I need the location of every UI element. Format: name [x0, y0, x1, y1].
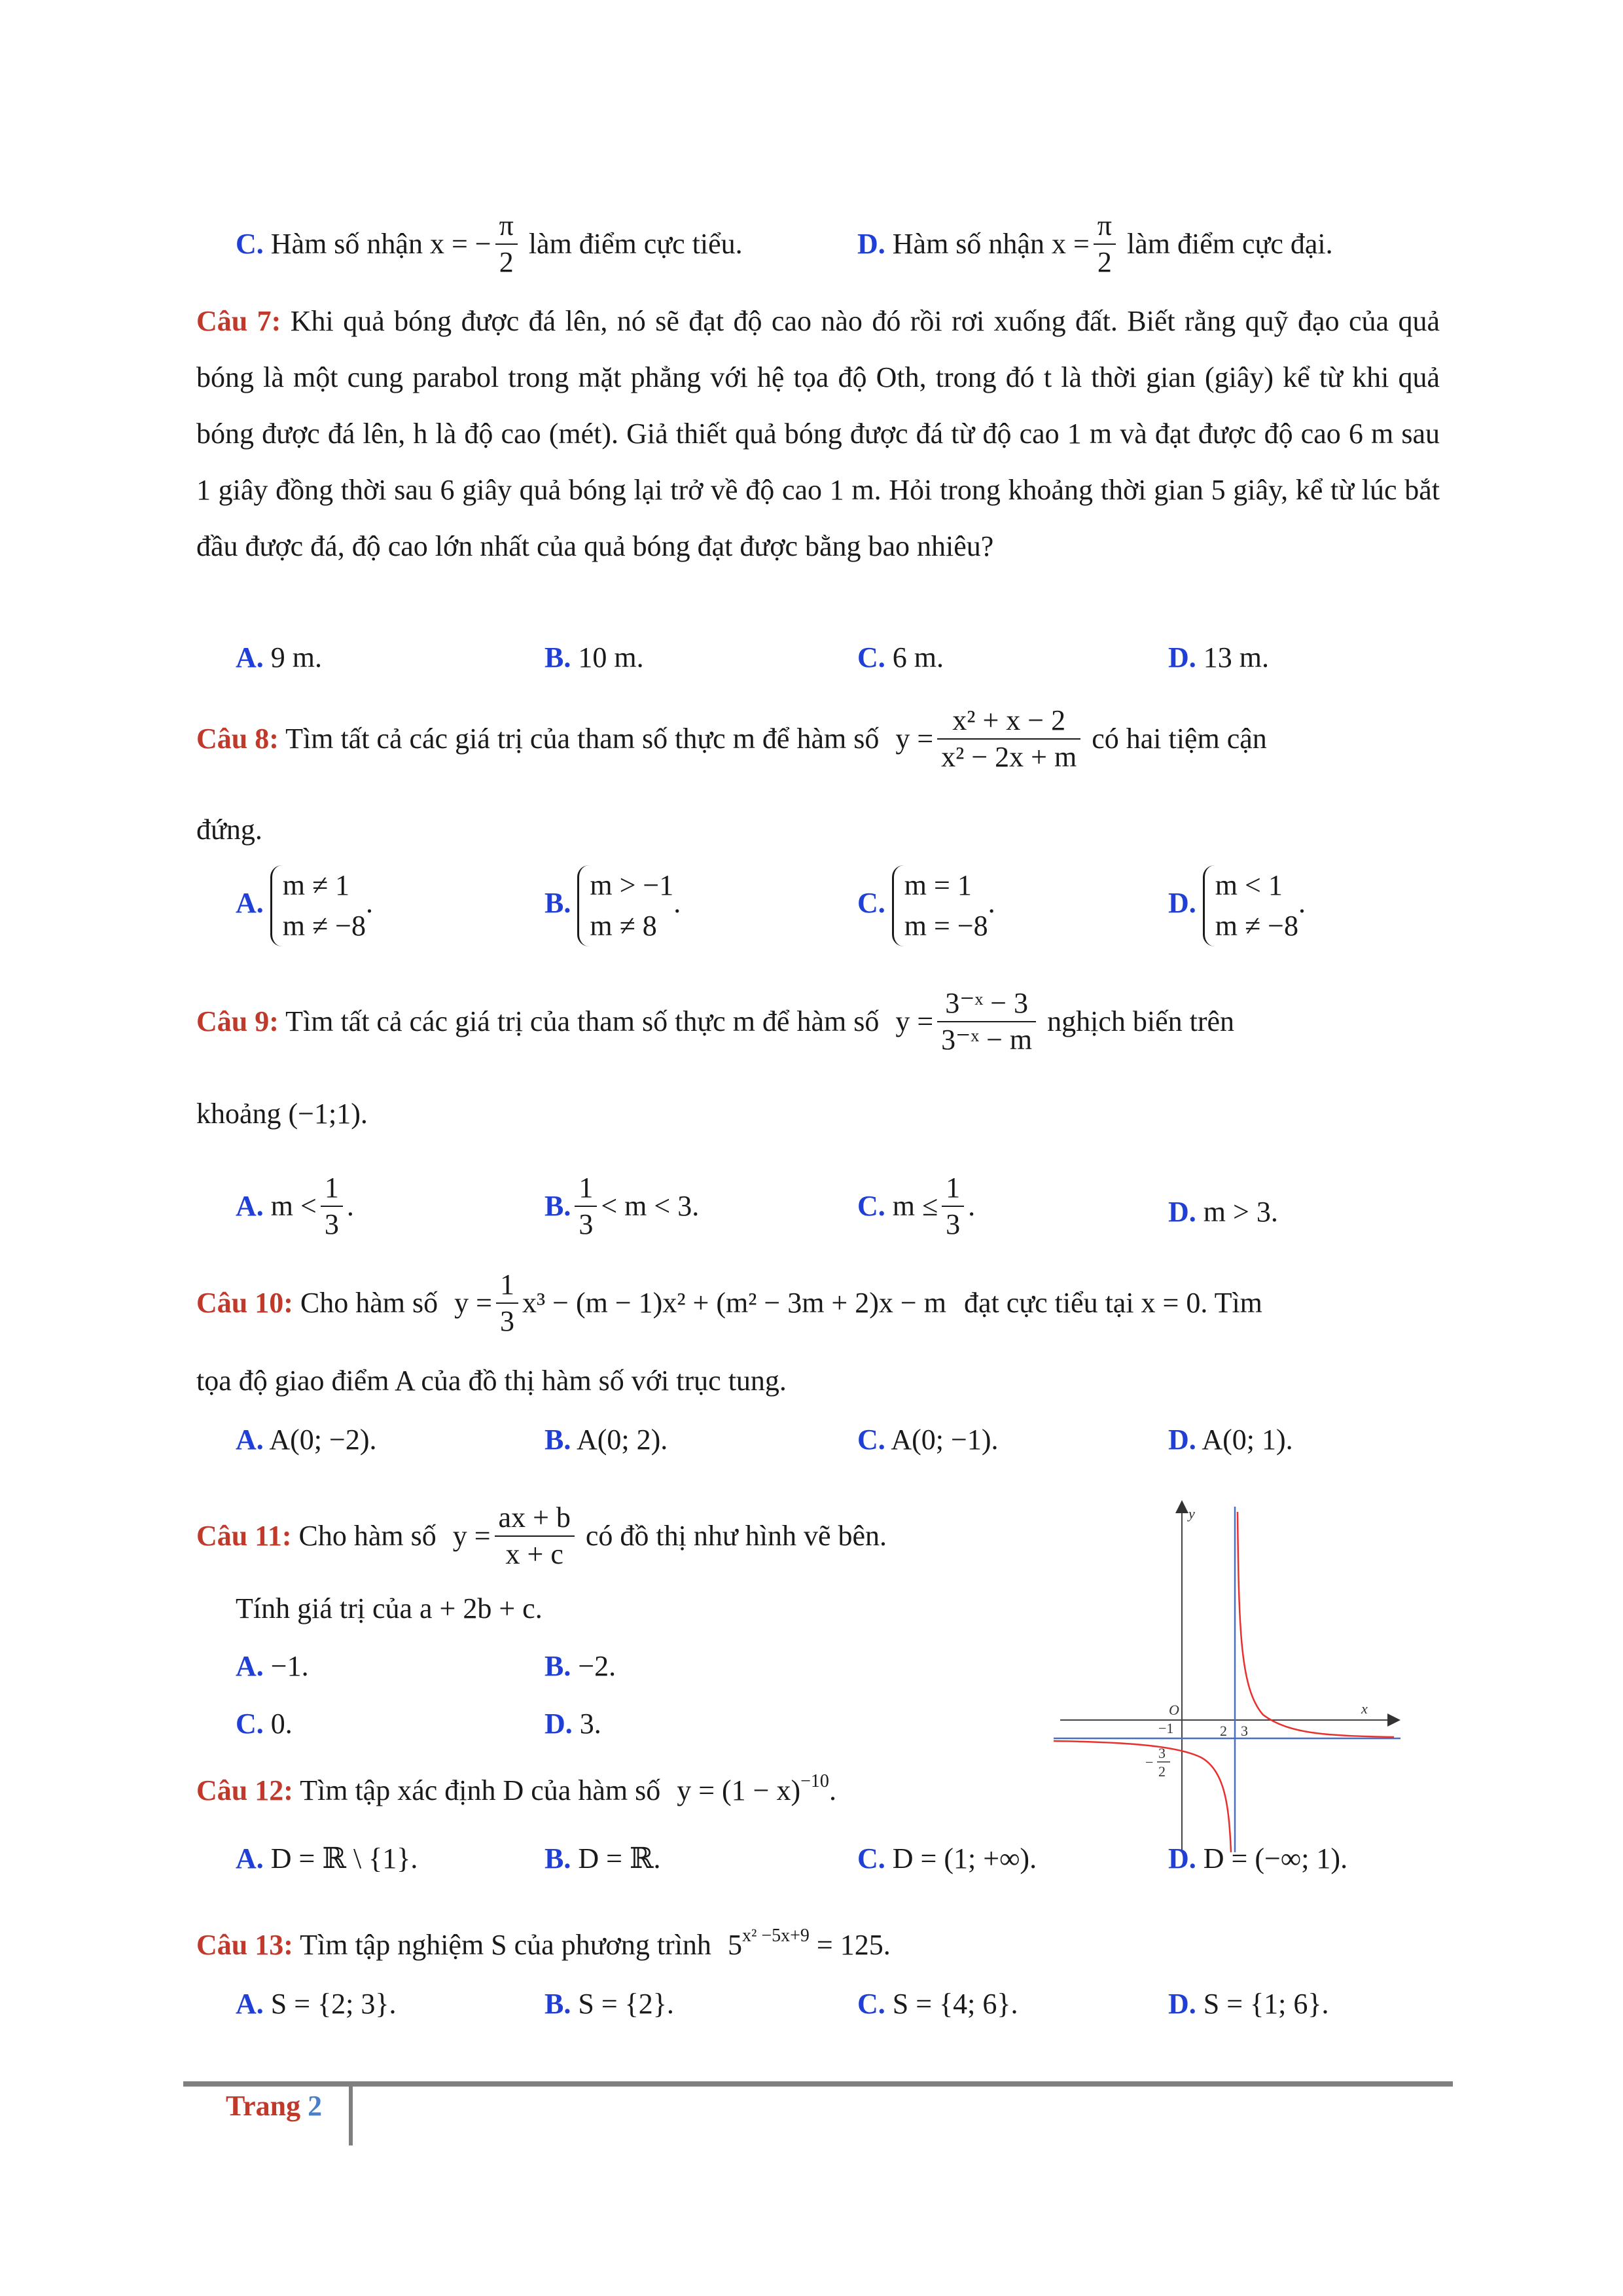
y-tick-minus-sign: −: [1145, 1754, 1154, 1770]
fraction-denominator: x² − 2x + m: [941, 741, 1077, 773]
q12-option-a[interactable]: [236, 1839, 418, 1878]
fraction-numerator: ax + b: [495, 1500, 575, 1537]
q11-option-b[interactable]: [544, 1647, 616, 1686]
option-text: D = ℝ.: [578, 1842, 661, 1874]
question-10: [196, 1270, 1440, 1342]
option-text: S = {2; 3}.: [270, 1988, 397, 2020]
option-text: Hàm số nhận x = −: [270, 228, 491, 260]
system-line: m ≠ 1: [282, 869, 350, 901]
question-label: Câu 11:: [196, 1520, 292, 1552]
option-label: C.: [857, 1988, 885, 2020]
option-text: S = {2}.: [578, 1988, 674, 2020]
option-text: 6 m.: [892, 641, 944, 673]
q9-option-c[interactable]: [857, 1173, 975, 1245]
fraction: [942, 1170, 964, 1242]
fraction: [496, 1267, 518, 1339]
equation-system: [577, 865, 673, 946]
fraction-numerator: x² + x − 2: [937, 703, 1080, 740]
question-text: Tìm tất cả các giá trị của tham số thực m để hàm số: [285, 723, 880, 755]
question-text: nghịch biến trên: [1047, 1005, 1235, 1038]
equation-system: [270, 865, 366, 946]
question-text: có hai tiệm cận: [1092, 723, 1267, 755]
q9-option-d[interactable]: [1168, 1193, 1278, 1232]
question-8-line2: đứng.: [196, 814, 262, 846]
hyperbola-branch-left: [1054, 1741, 1231, 1852]
option-label: C.: [857, 641, 885, 673]
q12-option-b[interactable]: [544, 1839, 661, 1878]
equation-rhs: = 125.: [816, 1929, 891, 1961]
fraction-denominator: 3⁻ˣ − m: [941, 1024, 1033, 1056]
q10-option-a[interactable]: [236, 1420, 376, 1460]
option-label: A.: [236, 641, 264, 673]
option-label: A.: [236, 1424, 264, 1456]
question-label: Câu 8:: [196, 723, 279, 755]
option-label: D.: [857, 228, 885, 260]
page-footer: [226, 2089, 322, 2123]
fraction-numerator: 3⁻ˣ − 3: [937, 986, 1036, 1022]
fraction-numerator: π: [1094, 208, 1116, 245]
question-text: đạt cực tiểu tại x = 0. Tìm: [963, 1287, 1262, 1319]
fraction-denominator: 3: [499, 1305, 514, 1337]
q12-option-d[interactable]: [1168, 1839, 1347, 1878]
q11-option-a[interactable]: [236, 1647, 309, 1686]
option-label: C.: [236, 228, 264, 260]
q13-option-b[interactable]: [544, 1984, 674, 2024]
option-text: A(0; 1).: [1202, 1424, 1293, 1456]
q10-option-b[interactable]: [544, 1420, 668, 1460]
option-label: D.: [1168, 641, 1196, 673]
option-label: C.: [857, 1842, 885, 1874]
option-label: C.: [857, 1190, 885, 1223]
hyperbola-branch-right: [1238, 1512, 1394, 1737]
option-text: m ≤: [892, 1190, 938, 1223]
option-label: A.: [236, 887, 264, 920]
option-label: B.: [544, 1988, 571, 2020]
y-tick-minus3-2-den: 2: [1158, 1763, 1166, 1780]
end-punct: .: [829, 1774, 836, 1806]
fraction: [937, 986, 1036, 1058]
x-tick-3: 3: [1241, 1723, 1248, 1739]
option-text: m > 3.: [1203, 1196, 1278, 1228]
option-label: D.: [544, 1708, 573, 1740]
question-text: Khi quả bóng được đá lên, nó sẽ đạt độ cao nào đó rồi rơi xuống đất. Biết rằng quỹ đạo của quả bóng là một cung parabol trong mặt phẳng với hệ tọa độ Oth, trong đó t là thời gian (giây) kể từ khi quả bóng được đá lên, h là độ cao (mét). Giả thiết quả bóng được đá từ độ cao 1 m và đạt được độ cao 6 m sau 1 giây đồng thời sau 6 giây quả bóng lại trở về độ cao 1 m. Hỏi trong khoảng thời gian 5 giây, kể từ lúc bắt đầu được đá, độ cao lớn nhất của quả bóng đạt được bằng bao nhiêu?: [196, 305, 1440, 562]
equation-base: 5: [727, 1929, 742, 1961]
option-end: .: [365, 887, 373, 920]
option-label: A.: [236, 1988, 264, 2020]
option-label: A.: [236, 1190, 264, 1223]
question-9: [196, 988, 1440, 1060]
q8-option-c[interactable]: [857, 865, 995, 946]
option-c-prev: [236, 211, 743, 283]
q9-option-b[interactable]: [544, 1173, 699, 1245]
option-text: 0.: [270, 1708, 293, 1740]
q12-option-c[interactable]: [857, 1839, 1037, 1878]
hyperbola-graph: [1054, 1499, 1400, 1859]
q8-option-d[interactable]: [1168, 865, 1306, 946]
option-label: D.: [1168, 1196, 1196, 1228]
option-text: A(0; −1).: [891, 1424, 999, 1456]
option-label: B.: [544, 1650, 571, 1682]
y-axis-label: y: [1188, 1505, 1195, 1522]
question-13: [196, 1926, 891, 1965]
option-label: C.: [236, 1708, 264, 1740]
system-line: m < 1: [1215, 869, 1283, 901]
x-tick-2: 2: [1220, 1723, 1227, 1739]
option-text: làm điểm cực đại.: [1127, 228, 1333, 260]
question-text: Tìm tất cả các giá trị của tham số thực m để hàm số: [285, 1005, 880, 1038]
exponent: −10: [800, 1771, 829, 1791]
question-text: Cho hàm số: [300, 1287, 438, 1319]
q9-option-a[interactable]: [236, 1173, 354, 1245]
q13-option-c[interactable]: [857, 1984, 1018, 2024]
footer-rule: [183, 2081, 1453, 2087]
system-line: m ≠ −8: [1215, 910, 1298, 942]
exponent: x² −5x+9: [741, 1926, 810, 1946]
option-text: m <: [270, 1190, 317, 1223]
fraction-denominator: 3: [324, 1208, 339, 1240]
question-7: [196, 293, 1440, 575]
option-label: B.: [544, 887, 571, 920]
question-label: Câu 12:: [196, 1774, 293, 1806]
q11-option-d[interactable]: [544, 1704, 601, 1744]
function-expression: y = (1 − x): [677, 1774, 801, 1806]
option-label: B.: [544, 1424, 571, 1456]
fraction-denominator: 2: [1097, 246, 1112, 278]
page-number: 2: [308, 2090, 323, 2122]
option-text: S = {4; 6}.: [892, 1988, 1018, 2020]
function-expression: x³ − (m − 1)x² + (m² − 3m + 2)x − m: [522, 1287, 946, 1319]
option-text: 9 m.: [270, 641, 323, 673]
system-line: m > −1: [590, 869, 674, 901]
option-text: Hàm số nhận x =: [892, 228, 1090, 260]
option-label: D.: [1168, 1424, 1196, 1456]
option-text: S = {1; 6}.: [1203, 1988, 1329, 2020]
function-y: y =: [452, 1520, 491, 1552]
fraction-denominator: x + c: [505, 1538, 563, 1570]
x-axis-label: x: [1361, 1700, 1368, 1717]
system-line: m ≠ 8: [590, 910, 657, 942]
option-end: .: [988, 887, 995, 920]
fraction-numerator: 1: [942, 1170, 964, 1207]
option-text: −1.: [270, 1650, 309, 1682]
equation-system: [892, 865, 988, 946]
origin-label: O: [1169, 1702, 1179, 1718]
footer-divider: [349, 2087, 353, 2145]
option-text: A(0; −2).: [269, 1424, 377, 1456]
question-label: Câu 13:: [196, 1929, 293, 1961]
question-12: [196, 1771, 836, 1810]
fraction: [937, 703, 1080, 775]
option-text: −2.: [578, 1650, 616, 1682]
question-9-line2: khoảng (−1;1).: [196, 1098, 368, 1130]
function-y: y =: [895, 1005, 934, 1038]
fraction-numerator: π: [495, 208, 518, 245]
option-end: .: [1298, 887, 1306, 920]
option-text: D = (1; +∞).: [892, 1842, 1037, 1874]
fraction: [575, 1170, 597, 1242]
system-line: m ≠ −8: [282, 910, 366, 942]
question-text: có đồ thị như hình vẽ bên.: [585, 1520, 887, 1552]
option-label: C.: [857, 887, 885, 920]
q7-option-a[interactable]: [236, 638, 322, 677]
option-text: 13 m.: [1203, 641, 1270, 673]
question-8: [196, 706, 1440, 778]
fraction-denominator: 3: [946, 1208, 961, 1240]
q13-option-d[interactable]: [1168, 1984, 1329, 2024]
q10-option-c[interactable]: [857, 1420, 998, 1460]
q13-option-a[interactable]: [236, 1984, 397, 2024]
option-text: D = (−∞; 1).: [1203, 1842, 1348, 1874]
q8-option-b[interactable]: [544, 865, 681, 946]
system-line: m = 1: [904, 869, 972, 901]
option-text: A(0; 2).: [576, 1424, 668, 1456]
question-label: Câu 9:: [196, 1005, 279, 1038]
option-label: B.: [544, 641, 571, 673]
option-label: B.: [544, 1842, 571, 1874]
option-text: 10 m.: [578, 641, 644, 673]
option-text: 3.: [579, 1708, 601, 1740]
equation-system: [1203, 865, 1298, 946]
y-tick-minus3-2-num: 3: [1158, 1745, 1166, 1761]
q7-option-d[interactable]: [1168, 638, 1269, 677]
option-d-prev: [857, 211, 1333, 283]
option-label: B.: [544, 1190, 571, 1223]
option-text: làm điểm cực tiểu.: [528, 228, 743, 260]
option-label: D.: [1168, 887, 1196, 920]
option-text: .: [968, 1190, 976, 1223]
fraction-numerator: 1: [321, 1170, 343, 1207]
option-label: A.: [236, 1842, 264, 1874]
fraction: [321, 1170, 343, 1242]
fraction: [495, 208, 518, 280]
fraction-denominator: 3: [579, 1208, 594, 1240]
system-line: m = −8: [904, 910, 988, 942]
question-text: Cho hàm số: [298, 1520, 437, 1552]
option-label: C.: [857, 1424, 885, 1456]
option-text: D = ℝ \ {1}.: [270, 1842, 418, 1874]
question-text: Tìm tập nghiệm S của phương trình: [300, 1929, 711, 1961]
q10-option-d[interactable]: [1168, 1420, 1293, 1460]
question-label: Câu 10:: [196, 1287, 293, 1319]
fraction-denominator: 2: [499, 246, 514, 278]
function-y: y =: [454, 1287, 492, 1319]
question-11: [196, 1503, 887, 1575]
q7-option-b[interactable]: [544, 638, 644, 677]
fraction-numerator: 1: [575, 1170, 597, 1207]
option-label: D.: [1168, 1842, 1196, 1874]
fraction: [495, 1500, 575, 1572]
option-label: A.: [236, 1650, 264, 1682]
option-text: .: [346, 1190, 354, 1223]
q11-option-c[interactable]: [236, 1704, 293, 1744]
option-text: < m < 3.: [601, 1190, 700, 1223]
y-tick-minus1: −1: [1158, 1720, 1174, 1736]
question-label: Câu 7:: [196, 305, 281, 337]
question-11-line2: Tính giá trị của a + 2b + c.: [236, 1592, 543, 1624]
function-y: y =: [895, 723, 934, 755]
question-10-line2: tọa độ giao điểm A của đồ thị hàm số với trục tung.: [196, 1365, 787, 1397]
option-end: .: [673, 887, 681, 920]
fraction-numerator: 1: [496, 1267, 518, 1304]
footer-label: Trang: [226, 2090, 301, 2122]
option-label: D.: [1168, 1988, 1196, 2020]
question-text: Tìm tập xác định D của hàm số: [300, 1774, 661, 1806]
fraction: [1094, 208, 1116, 280]
q7-option-c[interactable]: [857, 638, 944, 677]
q8-option-a[interactable]: [236, 865, 373, 946]
